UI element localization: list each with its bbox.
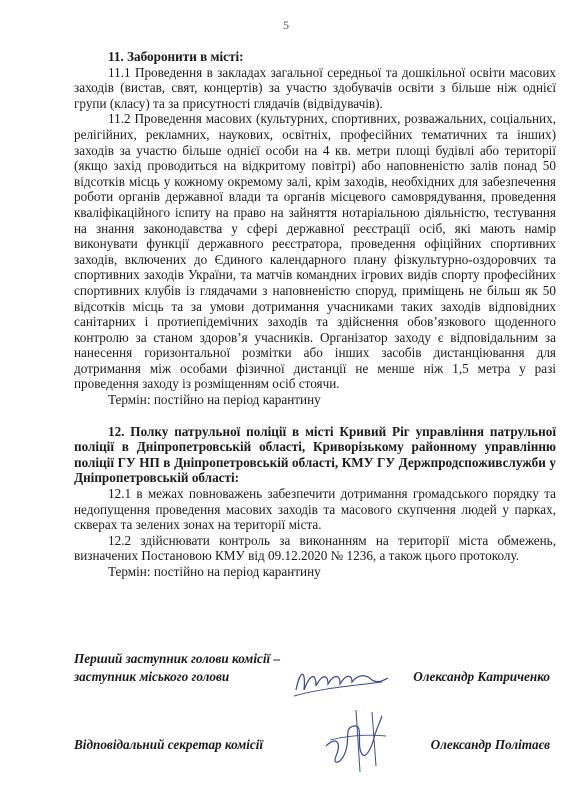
- section-12-term: Термін: постійно на період карантину: [108, 564, 321, 579]
- section-12-1: 12.1 в межах повноважень забезпечити дотримання громадського порядку та недопущення проведення масових заходів та масового скупчення людей у парках, скверах та зелених зонах на території міста.: [74, 486, 556, 533]
- section-11-1: 11.1 Проведення в закладах загальної середньої та дошкільної освіти масових заходів (вистав, свят, концертів) за участю здобувачів освіти з більше ніж однієї групи (класу) та за присутності глядачів (відвідувачів).: [74, 64, 556, 111]
- section-11-2: 11.2 Проведення масових (культурних, спортивних, розважальних, соціальних, релігійних, рекламних, наукових, освітніх, професійних тематичних та інших) заходів за участю більше однієї особи на 4 кв. метри площі будівлі або території (якщо захід проводиться на відкритому повітрі) або наповненістю залів понад 50 відсотків місць у кожному окремому залі, крім заходів, необхідних для забезпечення роботи органів державної влади та органів місцевого самоврядування, проведення кваліфікаційного іспиту на право на зайняття нотаріальною діяльністю, тестування на знання законодавства у сфері державної реєстрації осіб, які мають намір виконувати функції державного реєстратора, проведення офіційних спортивних заходів, включених до Єдиного календарного плану фізкультурно-оздоровчих та спортивних заходів України, та матчів командних ігрових видів спорту професійних спортивних клубів із глядачами з наповненістю споруд, приміщень не більш як 50 відсотків місць та за умови дотримання учасниками таких заходів відповідних санітарних і протиепідемічних заходів та здійснення обов’язкового щоденного контролю за станом здоров’я учасників. Організатор заходу є відповідальним за нанесення горизонтальної розмітки або інших засобів дистанціювання для дотримання між особами фізичної дистанції не менше ніж 1,5 метра у разі проведення заходу із розміщенням осіб стоячи.: [74, 111, 556, 392]
- section-11-heading: 11. Заборонити в місті:: [108, 49, 244, 64]
- spacer: [74, 408, 556, 424]
- document-body: [74, 49, 556, 580]
- page-number: 5: [283, 18, 289, 32]
- section-12-heading: 12. Полку патрульної поліції в місті Кривий Ріг управління патрульної поліції в Дніпропетровській області, Криворізькому районному управлінню поліції ГУ НП в Дніпропетровській області, КМУ ГУ Держпродспоживслужби у Дніпропетровській області:: [74, 423, 556, 486]
- first-title-line1: Перший заступник голови комісії –: [74, 651, 281, 666]
- section-12-2: 12.2 здійснювати контроль за виконанням на території міста обмежень, визначених Постановою КМУ від 09.12.2020 № 1236, а також цього протоколу.: [74, 532, 556, 564]
- signature-handwritten-second: [316, 706, 394, 776]
- first-title-line2: заступник міського голови: [74, 669, 230, 684]
- first-signer-name: Олександр Катриченко: [413, 669, 550, 684]
- signature-block-second: [74, 736, 556, 754]
- section-11-term: Термін: постійно на період карантину: [108, 392, 321, 408]
- signature-handwritten-first: [292, 660, 392, 702]
- second-signer-name: Олександр Політаєв: [430, 737, 550, 752]
- second-title: Відповідальний секретар комісії: [74, 737, 264, 752]
